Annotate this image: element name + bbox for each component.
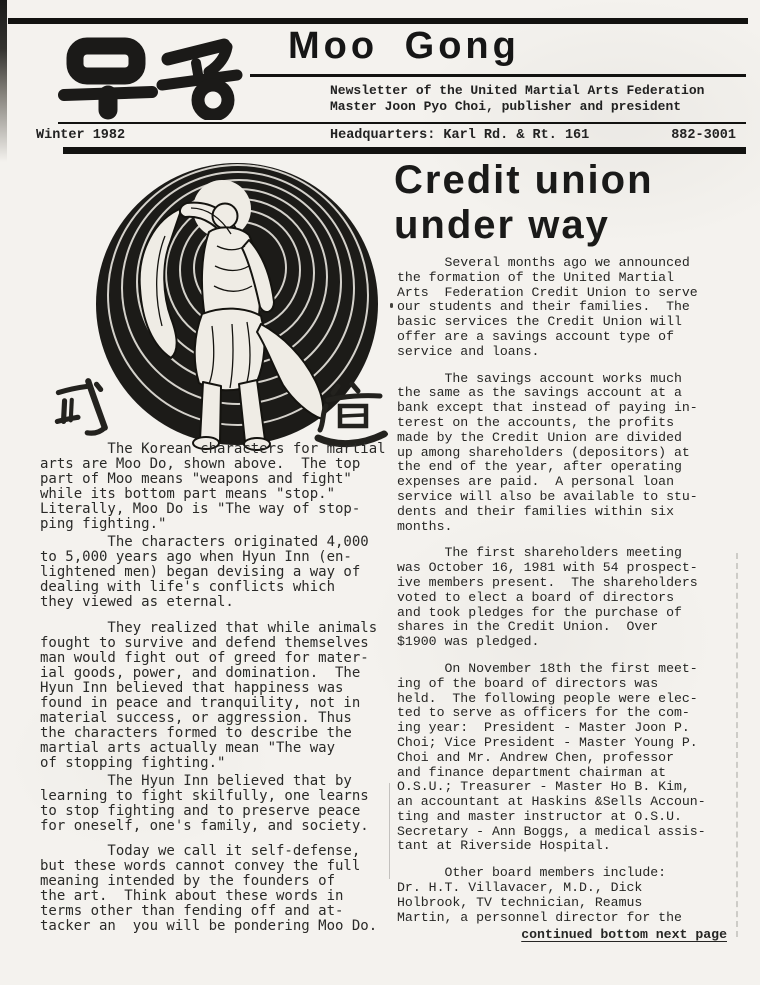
newsletter-title: Moo Gong: [288, 25, 520, 67]
paragraph: The savings account works much the same as the savings account at a bank except that instead of paying in- terest on the accounts, the profits made by the Credit Union are divided up among shareholders (depositors) at the end of the year, after operating expenses are paid. A personal loan service will also be available to stu- dents and their families within six months.: [397, 370, 698, 534]
continued-note: continued bottom next page: [521, 927, 727, 943]
paragraph: The Korean characters for martial arts are Moo Do, shown above. The top part of Moo means "weapons and fight" while its bottom part means "stop." Literally, Moo Do is "The way of stop- ping fighting.": [40, 441, 386, 532]
moo-gong-hangul-logo-icon: [56, 28, 266, 120]
subtitle-line2: Master Joon Pyo Choi, publisher and president: [330, 99, 682, 114]
paragraph: Several months ago we announced the formation of the United Martial Arts Federation Credit Union to serve our students and their families. The basic services the Credit Union will offer are a savings account type of service and loans.: [397, 255, 698, 359]
scan-fold-line: [389, 783, 390, 879]
masthead-title-rule: [250, 74, 746, 77]
paragraph: The Hyun Inn believed that by learning to fight skilfully, one learns to stop fighting and to preserve peace for oneself, one's family, and society.: [40, 773, 369, 834]
scan-right-margin-marks: [736, 553, 738, 937]
issue-date: Winter 1982: [36, 128, 126, 143]
masthead-thick-rule: [63, 147, 746, 154]
masthead-info-row: [36, 128, 736, 143]
subtitle-line1: Newsletter of the United Martial Arts Federation: [330, 83, 705, 98]
calligraphy-moo-icon: [50, 374, 108, 440]
paragraph: Other board members include: Dr. H.T. Villavacer, M.D., Dick Holbrook, TV technician, Reamus Martin, a personnel director for the: [397, 865, 682, 925]
scan-edge-artifact: [0, 0, 7, 162]
paragraph: Today we call it self-defense, but these words cannot convey the full meaning intended by the founders of the art. Think about these words in terms other than fending off and at- tacker an you will be pondering Moo Do.: [40, 843, 378, 934]
headquarters-address: Headquarters: Karl Rd. & Rt. 161: [330, 128, 590, 143]
credit-union-article-body: [397, 256, 727, 943]
headline-line2: under way: [394, 203, 610, 247]
paragraph: On November 18th the first meet- ing of the board of directors was held. The following people were elec- ted to serve as officers for the com- ing year: President - Master Joon P. Choi; Vice President - Master Young P. Choi and Mr. Andrew Chen, professor and finance department chairman at O.S.U.; Treasurer - Master Ho B. Kim, an accountant at Haskins &Sells Accoun- ting and master instructor at O.S.U. Secretary - Ann Boggs, a medical assis- tant at Riverside Hospital.: [397, 660, 706, 854]
scan-speck: [390, 303, 393, 308]
headline-line1: Credit union: [394, 158, 654, 202]
paragraph: They realized that while animals fought to survive and defend themselves man would fight out of greed for mater- ial goods, power, and domination. The Hyun Inn believed that happiness was found in peace and tranquility, not in material success, or aggression. Thus the characters formed to describe the martial arts actually mean "The way of stopping fighting.": [40, 620, 378, 771]
paragraph: The first shareholders meeting was October 16, 1981 with 54 prospect- ive members present. The shareholders voted to elect a board of directors and took pledges for the purchase of shares in the Credit Union. Over $1900 was pledged.: [397, 545, 698, 650]
masthead-mid-rule: [58, 122, 746, 124]
masthead-subtitle: [330, 83, 704, 115]
paragraph: The characters originated 4,000 to 5,000 years ago when Hyun Inn (en- lightened men) began devising a way of dealing with life's conflicts which they viewed as eternal.: [40, 534, 369, 610]
masthead-top-rule: [8, 18, 748, 24]
phone-number: 882-3001: [671, 128, 736, 143]
article-headline: [394, 158, 654, 248]
moo-do-article-body: [40, 442, 386, 934]
